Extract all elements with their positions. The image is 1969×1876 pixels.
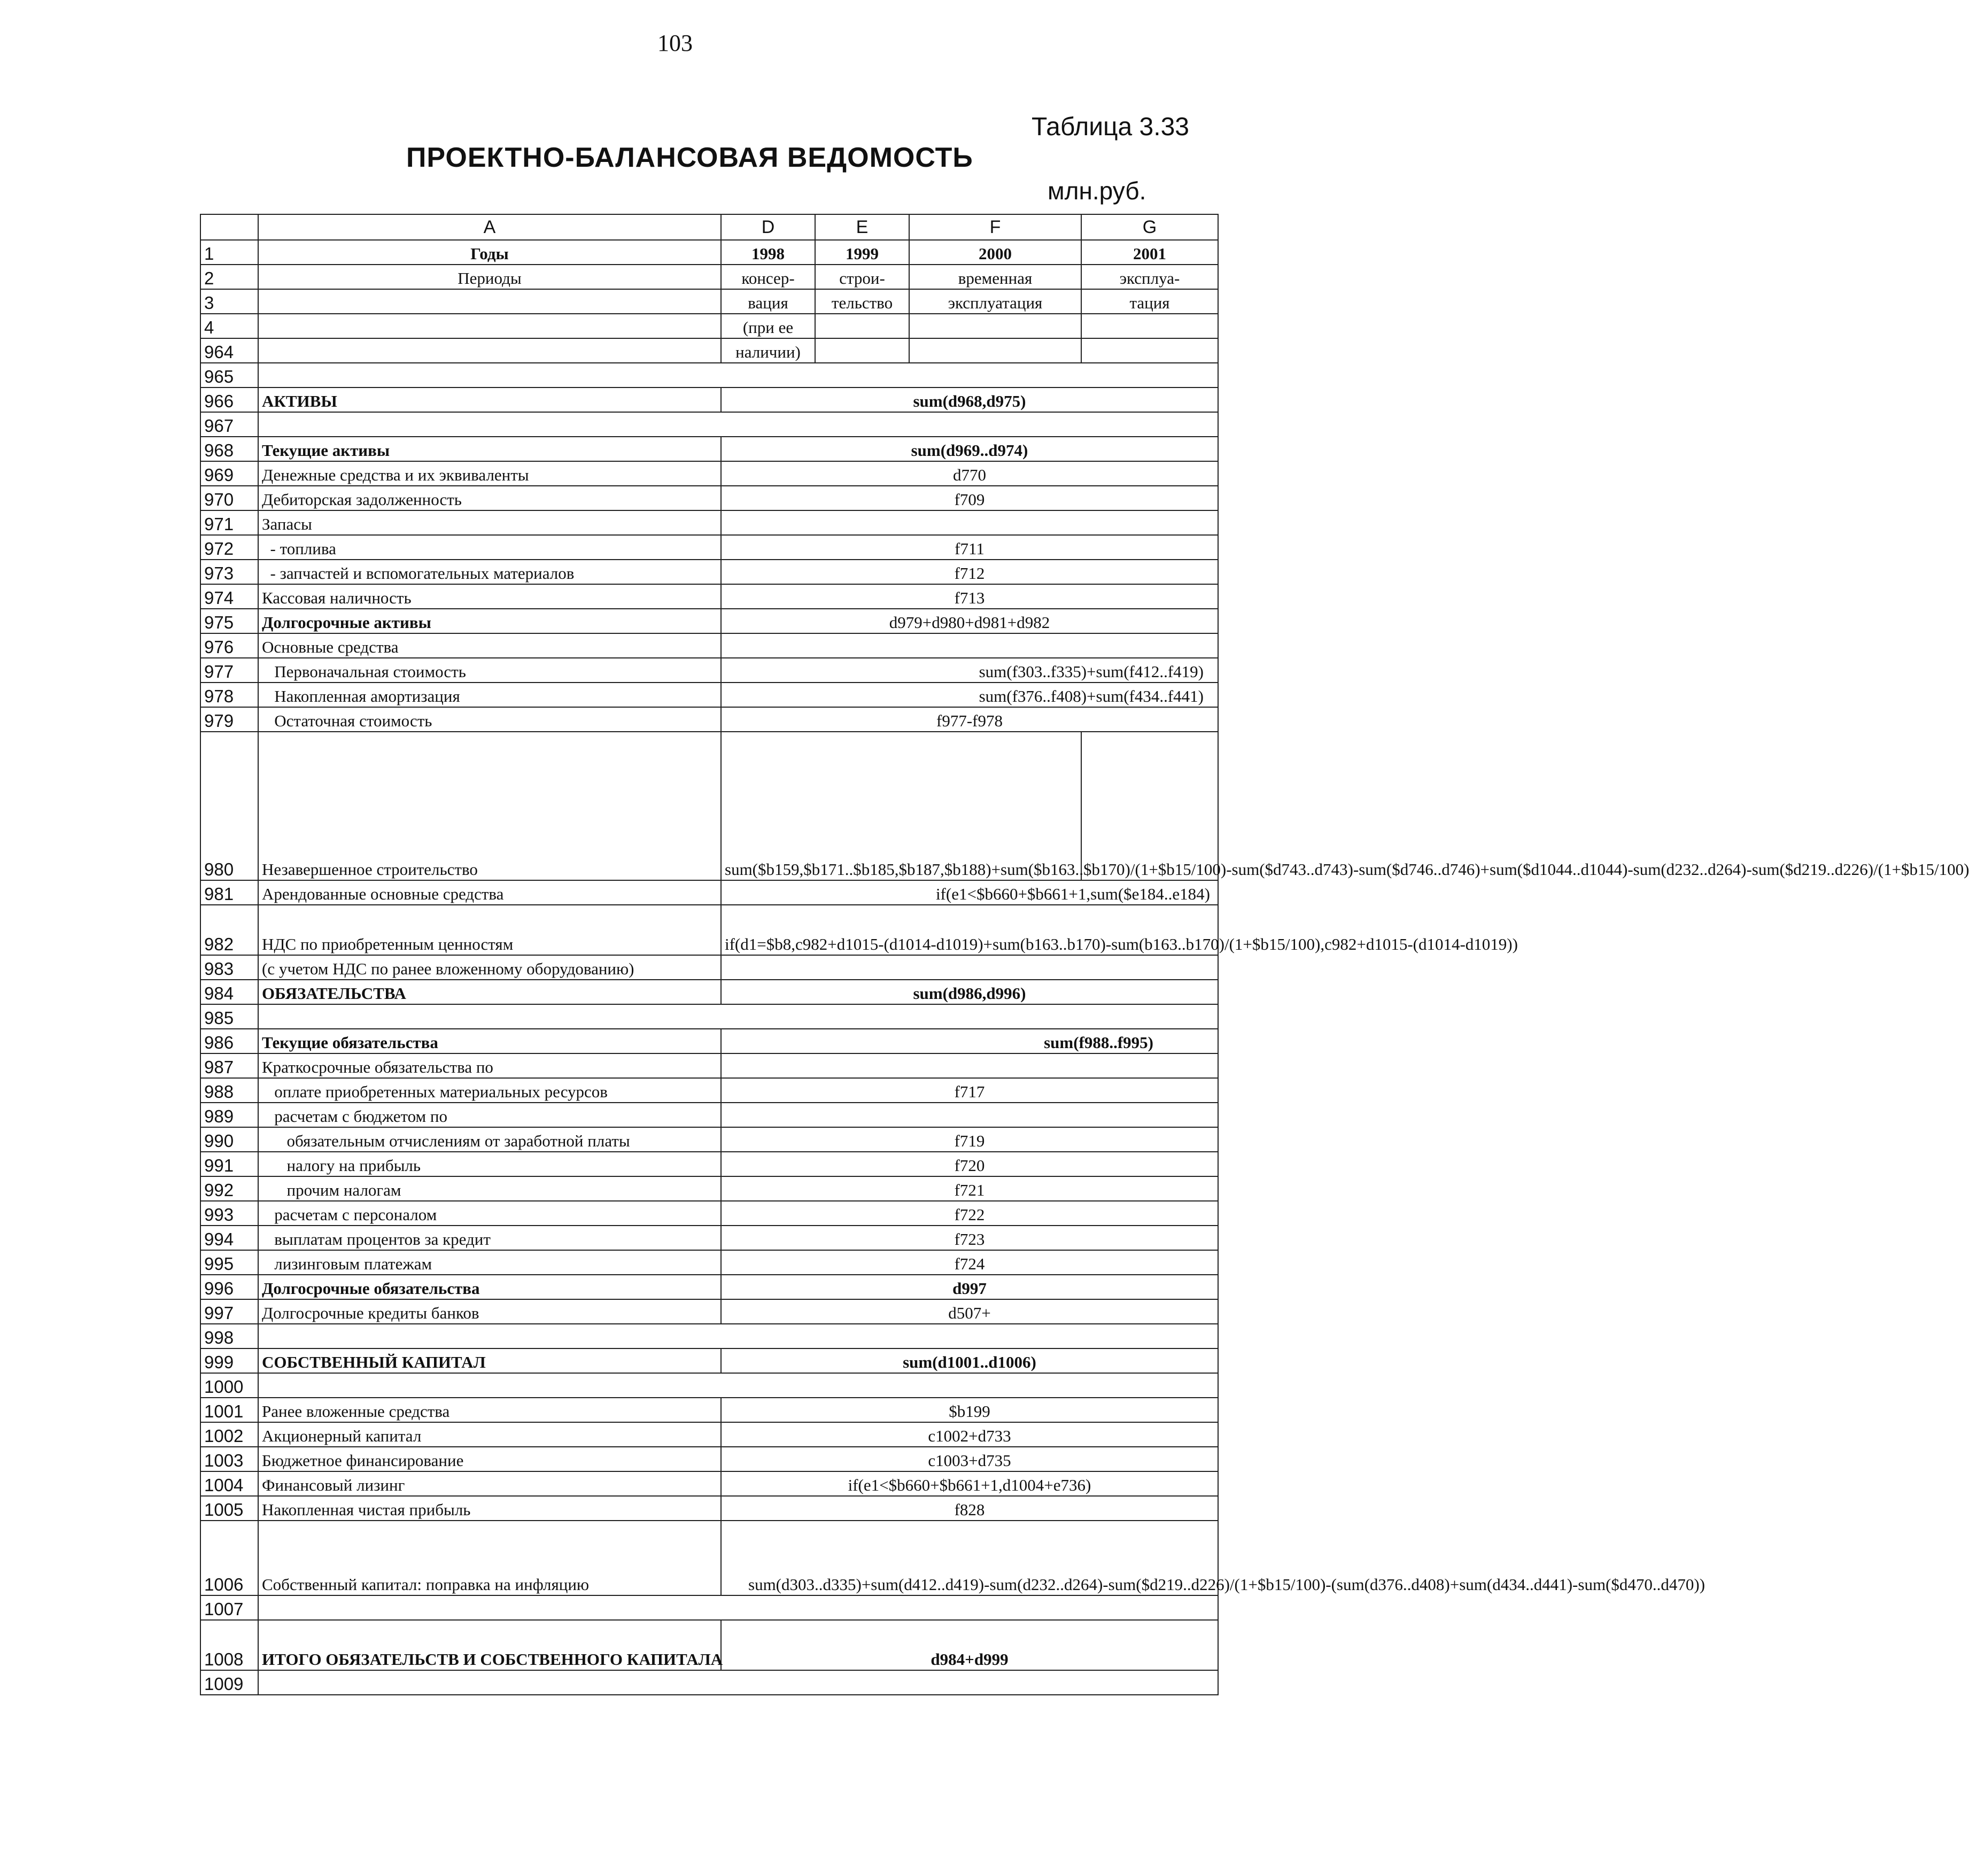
table-row (200, 289, 1218, 314)
formula-cell: c1003+d735 (721, 1447, 1218, 1471)
formula-cell: sum(f988..f995) (721, 1029, 1218, 1053)
formula-cell: f712 (721, 560, 1218, 584)
table-row (200, 1447, 1218, 1471)
table-row (200, 1373, 1218, 1398)
row-label: СОБСТВЕННЫЙ КАПИТАЛ (258, 1348, 721, 1373)
row-number: 998 (200, 1324, 258, 1348)
empty-cell (721, 510, 1218, 535)
table-row (200, 1176, 1218, 1201)
row-number: 966 (200, 387, 258, 412)
empty-cell (815, 338, 909, 363)
year-cell: 2001 (1081, 240, 1218, 265)
year-cell: 2000 (909, 240, 1081, 265)
table-row (200, 240, 1218, 265)
formula-cell: sum(f376..f408)+sum(f434..f441) (721, 683, 1218, 707)
table-row (200, 1004, 1218, 1029)
column-header-row (200, 214, 1218, 240)
formula-cell: f709 (721, 486, 1218, 510)
formula-cell: sum(d968,d975) (721, 387, 1218, 412)
row-label: Денежные средства и их эквиваленты (258, 461, 721, 486)
formula-cell: f724 (721, 1250, 1218, 1275)
empty-cell (1081, 314, 1218, 338)
table-row (200, 1029, 1218, 1053)
table-row (200, 1670, 1218, 1695)
formula-cell: if(e1<$b660+$b661+1,sum($e184..e184) (721, 880, 1218, 905)
empty-cell (258, 1373, 1218, 1398)
row-number: 986 (200, 1029, 258, 1053)
table-row (200, 1201, 1218, 1226)
period-cell: наличии) (721, 338, 815, 363)
row-number: 999 (200, 1348, 258, 1373)
row-label: расчетам с персоналом (258, 1201, 721, 1226)
table-row (200, 1398, 1218, 1422)
table-row (200, 1127, 1218, 1152)
document-title: ПРОЕКТНО-БАЛАНСОВАЯ ВЕДОМОСТЬ (406, 142, 973, 173)
formula-cell: sum(f303..f335)+sum(f412..f419) (721, 658, 1218, 683)
formula-cell: c1002+d733 (721, 1422, 1218, 1447)
table-row (200, 732, 1218, 880)
units-label: млн.руб. (1048, 177, 1146, 205)
row-label: Долгосрочные обязательства (258, 1275, 721, 1299)
formula-cell: d984+d999 (721, 1620, 1218, 1670)
formula-cell: sum($b159,$b171..$b185,$b187,$b188)+sum($b163..$b170)/(1+$b15/100)-sum($d743..d743)-sum($d746..d746)+sum($d1044..d1044)-sum(d232..d264)-sum($d219..d226)/(1+$b15/100) (721, 732, 1081, 880)
period-cell: вация (721, 289, 815, 314)
empty-cell (258, 412, 1218, 437)
row-label: НДС по приобретенным ценностям (258, 905, 721, 955)
row-label: налогу на прибыль (258, 1152, 721, 1176)
row-number: 1 (200, 240, 258, 265)
table-row (200, 633, 1218, 658)
empty-cell (1081, 338, 1218, 363)
empty-cell (815, 314, 909, 338)
empty-cell (909, 338, 1081, 363)
row-number: 977 (200, 658, 258, 683)
period-cell: эксплуа- (1081, 265, 1218, 289)
column-header-d: D (721, 214, 815, 240)
period-cell: временная (909, 265, 1081, 289)
row-label: Финансовый лизинг (258, 1471, 721, 1496)
row-label: Периоды (258, 265, 721, 289)
formula-cell: sum(d303..d335)+sum(d412..d419)-sum(d232..d264)-sum($d219..d226)/(1+$b15/100)-(sum(d376..d408)+sum(d434..d441)-sum($d470..d470)) (721, 1521, 1218, 1595)
empty-cell (721, 955, 1218, 980)
row-number: 965 (200, 363, 258, 387)
row-label: АКТИВЫ (258, 387, 721, 412)
table-row (200, 412, 1218, 437)
period-cell: консер- (721, 265, 815, 289)
table-number: Таблица 3.33 (1032, 113, 1189, 141)
table-row (200, 510, 1218, 535)
table-row (200, 363, 1218, 387)
row-label: Дебиторская задолженность (258, 486, 721, 510)
formula-cell: d979+d980+d981+d982 (721, 609, 1218, 633)
formula-cell: f721 (721, 1176, 1218, 1201)
row-number: 981 (200, 880, 258, 905)
table-row (200, 584, 1218, 609)
table-row (200, 1324, 1218, 1348)
formula-cell: sum(d1001..d1006) (721, 1348, 1218, 1373)
row-label: выплатам процентов за кредит (258, 1226, 721, 1250)
table-row (200, 658, 1218, 683)
row-label: Текущие активы (258, 437, 721, 461)
formula-cell: sum(d986,d996) (721, 980, 1218, 1004)
table-row (200, 1348, 1218, 1373)
row-label: Накопленная амортизация (258, 683, 721, 707)
row-number: 3 (200, 289, 258, 314)
table-row (200, 905, 1218, 955)
table-row (200, 1471, 1218, 1496)
row-number: 964 (200, 338, 258, 363)
balance-sheet-table (200, 214, 1969, 1695)
table-row (200, 1078, 1218, 1103)
table-row (200, 1595, 1218, 1620)
row-number: 1007 (200, 1595, 258, 1620)
row-label (258, 289, 721, 314)
formula-cell: f977-f978 (721, 707, 1218, 732)
row-label: Текущие обязательства (258, 1029, 721, 1053)
row-number: 1000 (200, 1373, 258, 1398)
table-row (200, 1103, 1218, 1127)
table-row (200, 1422, 1218, 1447)
table-row (200, 1226, 1218, 1250)
empty-cell (721, 1103, 1218, 1127)
empty-cell (258, 1595, 1218, 1620)
row-label: Арендованные основные средства (258, 880, 721, 905)
row-label (258, 338, 721, 363)
row-label: Основные средства (258, 633, 721, 658)
formula-cell: d770 (721, 461, 1218, 486)
table-row (200, 955, 1218, 980)
row-number: 995 (200, 1250, 258, 1275)
table-row (200, 1152, 1218, 1176)
table-row (200, 560, 1218, 584)
row-number: 974 (200, 584, 258, 609)
row-label: Долгосрочные активы (258, 609, 721, 633)
row-number: 968 (200, 437, 258, 461)
empty-cell (258, 363, 1218, 387)
formula-cell: if(d1=$b8,c982+d1015-(d1014-d1019)+sum(b163..b170)-sum(b163..b170)/(1+$b15/100),c982+d1015-(d1014-d1019)) (721, 905, 1218, 955)
table-row (200, 387, 1218, 412)
row-label: Накопленная чистая прибыль (258, 1496, 721, 1521)
row-label: - запчастей и вспомогательных материалов (258, 560, 721, 584)
row-number: 1008 (200, 1620, 258, 1670)
row-number: 976 (200, 633, 258, 658)
table-row (200, 707, 1218, 732)
column-header-e: E (815, 214, 909, 240)
row-number: 984 (200, 980, 258, 1004)
table-row (200, 314, 1218, 338)
empty-cell (721, 1053, 1218, 1078)
formula-cell: d507+ (721, 1299, 1218, 1324)
row-label: Первоначальная стоимость (258, 658, 721, 683)
period-cell: тельство (815, 289, 909, 314)
row-label: прочим налогам (258, 1176, 721, 1201)
row-number: 1004 (200, 1471, 258, 1496)
empty-cell (1081, 732, 1218, 880)
row-label: Бюджетное финансирование (258, 1447, 721, 1471)
column-header-a: A (258, 214, 721, 240)
row-number: 972 (200, 535, 258, 560)
empty-cell (721, 633, 1218, 658)
row-number: 989 (200, 1103, 258, 1127)
row-number: 4 (200, 314, 258, 338)
table-row (200, 1250, 1218, 1275)
page-number: 103 (657, 30, 693, 56)
row-label: ИТОГО ОБЯЗАТЕЛЬСТВ И СОБСТВЕННОГО КАПИТАЛА (258, 1620, 721, 1670)
row-number: 993 (200, 1201, 258, 1226)
row-label: Краткосрочные обязательства по (258, 1053, 721, 1078)
table-row (200, 980, 1218, 1004)
table-row (200, 1299, 1218, 1324)
formula-cell: $b199 (721, 1398, 1218, 1422)
row-number: 969 (200, 461, 258, 486)
empty-cell (909, 314, 1081, 338)
corner-cell (200, 214, 258, 240)
formula-cell: f722 (721, 1201, 1218, 1226)
table-row (200, 1620, 1218, 1670)
row-number: 1009 (200, 1670, 258, 1695)
formula-cell: f723 (721, 1226, 1218, 1250)
table-row (200, 1275, 1218, 1299)
row-number: 980 (200, 732, 258, 880)
period-cell: строи- (815, 265, 909, 289)
row-number: 994 (200, 1226, 258, 1250)
row-number: 990 (200, 1127, 258, 1152)
row-label: Незавершенное строительство (258, 732, 721, 880)
row-number: 970 (200, 486, 258, 510)
row-number: 975 (200, 609, 258, 633)
row-label: Ранее вложенные средства (258, 1398, 721, 1422)
table-row (200, 535, 1218, 560)
row-label: Остаточная стоимость (258, 707, 721, 732)
table-row (200, 265, 1218, 289)
formula-cell: f717 (721, 1078, 1218, 1103)
row-label: - топлива (258, 535, 721, 560)
row-number: 991 (200, 1152, 258, 1176)
row-label: Долгосрочные кредиты банков (258, 1299, 721, 1324)
period-cell: (при ее (721, 314, 815, 338)
formula-cell: sum(d969..d974) (721, 437, 1218, 461)
row-label: обязательным отчислениям от заработной платы (258, 1127, 721, 1152)
row-number: 996 (200, 1275, 258, 1299)
row-label: Акционерный капитал (258, 1422, 721, 1447)
year-cell: 1999 (815, 240, 909, 265)
formula-cell: if(e1<$b660+$b661+1,d1004+e736) (721, 1471, 1218, 1496)
table-row (200, 609, 1218, 633)
row-number: 1001 (200, 1398, 258, 1422)
empty-cell (258, 1324, 1218, 1348)
table-row (200, 486, 1218, 510)
table-row (200, 880, 1218, 905)
row-label: ОБЯЗАТЕЛЬСТВА (258, 980, 721, 1004)
row-number: 1006 (200, 1521, 258, 1595)
formula-cell: f719 (721, 1127, 1218, 1152)
row-number: 979 (200, 707, 258, 732)
table-row (200, 338, 1218, 363)
row-number: 982 (200, 905, 258, 955)
table-row (200, 683, 1218, 707)
table-row (200, 1496, 1218, 1521)
row-number: 978 (200, 683, 258, 707)
row-number: 988 (200, 1078, 258, 1103)
period-cell: тация (1081, 289, 1218, 314)
table-row (200, 1053, 1218, 1078)
row-number: 1002 (200, 1422, 258, 1447)
row-label: Собственный капитал: поправка на инфляцию (258, 1521, 721, 1595)
row-number: 1005 (200, 1496, 258, 1521)
row-number: 1003 (200, 1447, 258, 1471)
formula-cell: f713 (721, 584, 1218, 609)
row-label: Кассовая наличность (258, 584, 721, 609)
row-number: 983 (200, 955, 258, 980)
row-label: оплате приобретенных материальных ресурсов (258, 1078, 721, 1103)
row-number: 992 (200, 1176, 258, 1201)
formula-cell: f828 (721, 1496, 1218, 1521)
row-label (258, 314, 721, 338)
row-label: Годы (258, 240, 721, 265)
row-number: 971 (200, 510, 258, 535)
period-cell: эксплуатация (909, 289, 1081, 314)
row-number: 985 (200, 1004, 258, 1029)
row-number: 973 (200, 560, 258, 584)
table-row (200, 461, 1218, 486)
row-number: 967 (200, 412, 258, 437)
formula-cell: f720 (721, 1152, 1218, 1176)
table-row (200, 1521, 1218, 1595)
row-label: расчетам с бюджетом по (258, 1103, 721, 1127)
column-header-f: F (909, 214, 1081, 240)
year-cell: 1998 (721, 240, 815, 265)
empty-cell (258, 1004, 1218, 1029)
row-label: Запасы (258, 510, 721, 535)
row-label: (с учетом НДС по ранее вложенному оборудованию) (258, 955, 721, 980)
formula-cell: d997 (721, 1275, 1218, 1299)
column-header-g: G (1081, 214, 1218, 240)
row-number: 997 (200, 1299, 258, 1324)
empty-cell (258, 1670, 1218, 1695)
row-label: лизинговым платежам (258, 1250, 721, 1275)
row-number: 987 (200, 1053, 258, 1078)
row-number: 2 (200, 265, 258, 289)
formula-cell: f711 (721, 535, 1218, 560)
table-row (200, 437, 1218, 461)
